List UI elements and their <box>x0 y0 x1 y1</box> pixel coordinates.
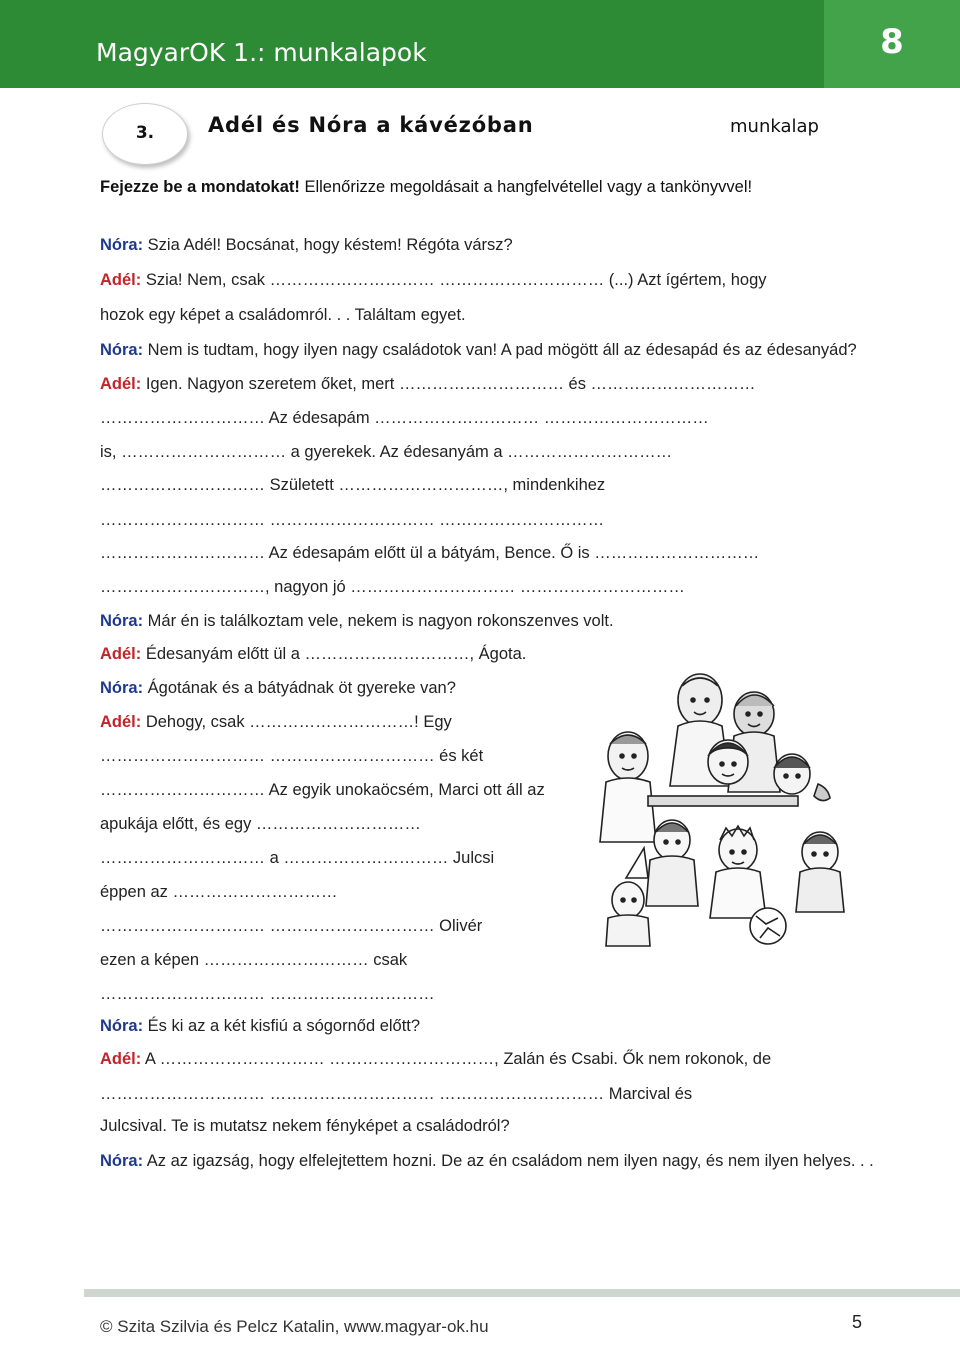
dialogue-text: ………………………… Az édesapám előtt ül a bátyám, Bence. Ő is ………………………… <box>100 544 760 562</box>
footer-divider <box>84 1289 960 1297</box>
dialogue-line <box>100 1085 692 1104</box>
dialogue-text: És ki az a két kisfiú a sógornőd előtt? <box>143 1017 421 1035</box>
dialogue-text: is, ………………………… a gyerekek. Az édesanyám a ………………………… <box>100 443 673 461</box>
instruction-rest: Ellenőrizze megoldásait a hangfelvétellel vagy a tankönyvvel! <box>299 178 753 196</box>
dialogue-line <box>100 306 466 325</box>
dialogue-text: A ………………………… …………………………, Zalán és Csabi. Ők nem rokonok, de <box>141 1050 772 1068</box>
dialogue-line <box>100 544 759 563</box>
dialogue-text: Igen. Nagyon szeretem őket, mert ………………………… és ………………………… <box>141 375 756 393</box>
footer-copyright: © Szita Szilvia és Pelcz Katalin, www.magyar-ok.hu <box>100 1317 489 1336</box>
dialogue-text: ………………………… Az édesapám ………………………… ………………………… <box>100 409 709 427</box>
speaker-label: Adél: <box>100 1050 142 1068</box>
dialogue-line <box>100 985 435 1004</box>
speaker-label: Adél: <box>100 645 142 663</box>
dialogue-text: Szia Adél! Bocsánat, hogy késtem! Régóta vársz? <box>143 236 513 254</box>
instruction <box>100 178 752 197</box>
speaker-label: Adél: <box>100 375 142 393</box>
dialogue-text: ………………………… Született …………………………, mindenkihez <box>100 476 606 494</box>
dialogue-line <box>100 443 672 462</box>
dialogue-line <box>100 645 526 664</box>
dialogue-line <box>100 951 407 970</box>
dialogue-text: ………………………… ………………………… Olivér <box>100 917 483 935</box>
speaker-label: Nóra: <box>100 1017 144 1035</box>
dialogue-line <box>100 409 709 428</box>
dialogue-line <box>100 612 614 631</box>
dialogue-line <box>100 341 857 360</box>
family-picture-illustration <box>588 664 856 950</box>
dialogue-text: Julcsival. Te is mutatsz nekem fényképet a családodról? <box>100 1117 510 1135</box>
exercise-number: 3. <box>135 123 155 143</box>
speaker-label: Nóra: <box>100 236 144 254</box>
speaker-label: Adél: <box>100 271 142 289</box>
exercise-type: munkalap <box>730 116 819 137</box>
dialogue-line <box>100 1117 510 1136</box>
dialogue-text: ………………………… ………………………… ………………………… Marcival és <box>100 1085 693 1103</box>
speaker-label: Nóra: <box>100 679 144 697</box>
speaker-label: Adél: <box>100 713 142 731</box>
speaker-label: Nóra: <box>100 341 144 359</box>
dialogue-line <box>100 271 767 290</box>
dialogue-line <box>100 1017 420 1036</box>
footer-page-number: 5 <box>852 1312 863 1332</box>
unit-number: 8 <box>880 22 904 62</box>
dialogue-text: Nem is tudtam, hogy ilyen nagy családotok van! A pad mögött áll az édesapád és az édesanyád? <box>143 341 857 359</box>
dialogue-text: ………………………… ………………………… ………………………… <box>100 511 605 529</box>
dialogue-line <box>100 883 337 902</box>
dialogue-line <box>100 1050 771 1069</box>
dialogue-line <box>100 1152 874 1171</box>
dialogue-text: apukája előtt, és egy ………………………… <box>100 815 421 833</box>
dialogue-line <box>100 578 685 597</box>
header-title: MagyarOK 1.: munkalapok <box>96 38 427 67</box>
dialogue-line <box>100 747 483 766</box>
unit-number-box <box>824 0 960 88</box>
dialogue-text: ………………………… Az egyik unokaöcsém, Marci ott áll az <box>100 781 545 799</box>
dialogue-line <box>100 236 513 255</box>
speaker-label: Nóra: <box>100 1152 144 1170</box>
dialogue-text: ………………………… a ………………………… Julcsi <box>100 849 495 867</box>
dialogue-text: éppen az ………………………… <box>100 883 338 901</box>
page-header <box>0 0 960 88</box>
dialogue-line <box>100 815 421 834</box>
dialogue-text: Édesanyám előtt ül a …………………………, Ágota. <box>141 645 527 663</box>
exercise-number-badge <box>102 103 188 165</box>
dialogue-text: ezen a képen ………………………… csak <box>100 951 408 969</box>
dialogue-line <box>100 375 756 394</box>
dialogue-text: Ágotának és a bátyádnak öt gyereke van? <box>143 679 456 697</box>
dialogue-text: ………………………… ………………………… <box>100 985 435 1003</box>
dialogue-line <box>100 511 604 530</box>
dialogue-line <box>100 917 482 936</box>
dialogue-line <box>100 476 605 495</box>
instruction-bold: Fejezze be a mondatokat! <box>100 178 300 196</box>
dialogue-text: ………………………… ………………………… és két <box>100 747 484 765</box>
dialogue-line <box>100 679 456 698</box>
dialogue-line <box>100 781 545 800</box>
dialogue-line <box>100 849 494 868</box>
dialogue-text: Szia! Nem, csak ………………………… ………………………… (...) Azt ígértem, hogy <box>141 271 767 289</box>
dialogue-line <box>100 713 452 732</box>
dialogue-text: Dehogy, csak …………………………! Egy <box>141 713 452 731</box>
exercise-title: Adél és Nóra a kávézóban <box>208 113 534 137</box>
dialogue-text: Már én is találkoztam vele, nekem is nagyon rokonszenves volt. <box>143 612 614 630</box>
dialogue-text: hozok egy képet a családomról. . . Találtam egyet. <box>100 306 466 324</box>
dialogue-text: …………………………, nagyon jó ………………………… ………………………… <box>100 578 685 596</box>
dialogue-text: Az az igazság, hogy elfelejtettem hozni. De az én családom nem ilyen nagy, és nem ilyen helyes. . . <box>143 1152 874 1170</box>
speaker-label: Nóra: <box>100 612 144 630</box>
